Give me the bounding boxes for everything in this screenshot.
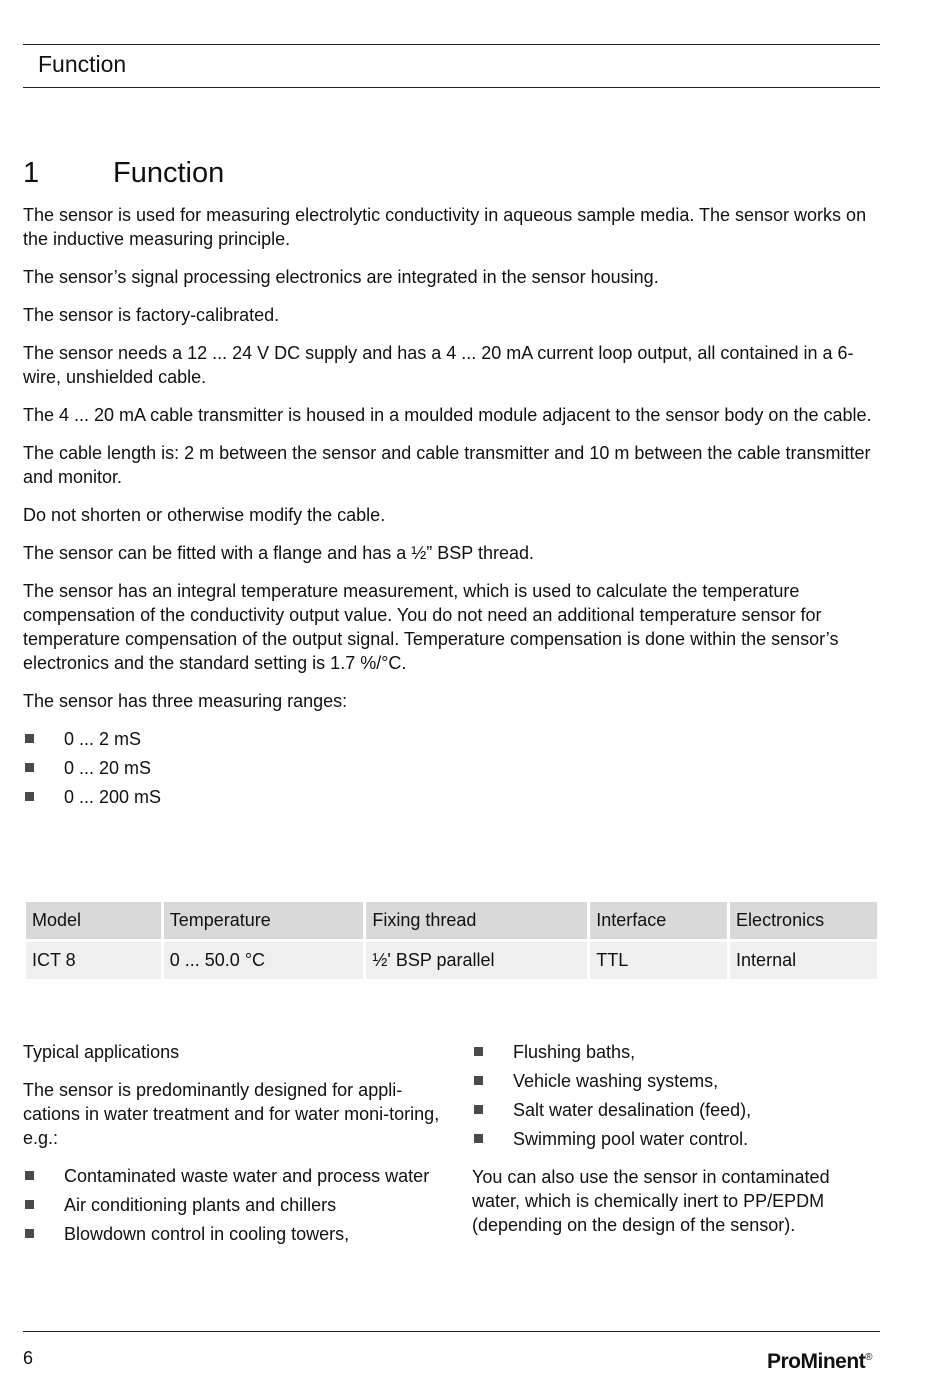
table-cell: TTL	[590, 942, 727, 979]
applications-intro: The sensor is predominantly designed for appli-cations in water treatment and for water moni-toring, e.g.:	[23, 1080, 440, 1148]
list-item: Blowdown control in cooling towers,	[23, 1222, 443, 1246]
list-item: Swimming pool water control.	[472, 1127, 882, 1151]
paragraph: The sensor can be fitted with a flange and has a ½” BSP thread.	[23, 543, 534, 563]
square-bullet-icon	[25, 734, 34, 743]
paragraph: The sensor is factory-calibrated.	[23, 305, 280, 325]
applications-list-left	[23, 1164, 443, 1246]
footer-rule	[23, 1331, 880, 1332]
applications-left-column	[23, 1040, 443, 1251]
square-bullet-icon	[25, 792, 34, 801]
square-bullet-icon	[474, 1047, 483, 1056]
list-item: Vehicle washing systems,	[472, 1069, 882, 1093]
paragraph: The sensor’s signal processing electronics are integrated in the sensor housing.	[23, 267, 659, 287]
square-bullet-icon	[474, 1105, 483, 1114]
list-item: Air conditioning plants and chillers	[23, 1193, 443, 1217]
running-header-title: Function	[38, 51, 127, 77]
paragraph: The cable length is: 2 m between the sensor and cable transmitter and 10 m between the cable transmitter and monitor.	[23, 443, 871, 487]
applications-right-column	[472, 1040, 882, 1251]
table-header-cell: Fixing thread	[366, 902, 587, 939]
square-bullet-icon	[474, 1076, 483, 1085]
square-bullet-icon	[25, 1200, 34, 1209]
table-row	[26, 942, 877, 979]
table-header-cell: Model	[26, 902, 161, 939]
applications-heading: Typical applications	[23, 1042, 180, 1062]
paragraph: The sensor has three measuring ranges:	[23, 691, 348, 711]
list-item: 0 ... 2 mS	[23, 727, 883, 751]
square-bullet-icon	[25, 1171, 34, 1180]
list-item: 0 ... 200 mS	[23, 785, 883, 809]
chapter-title: Function	[113, 157, 225, 189]
paragraph: Do not shorten or otherwise modify the cable.	[23, 505, 386, 525]
applications-list-right	[472, 1040, 882, 1151]
table-cell: ½' BSP parallel	[366, 942, 587, 979]
spec-table	[23, 899, 880, 982]
paragraph: The sensor is used for measuring electrolytic conductivity in aqueous sample media. The sensor works on the inductive measuring principle.	[23, 205, 867, 249]
paragraph: The 4 ... 20 mA cable transmitter is housed in a moulded module adjacent to the sensor body on the cable.	[23, 405, 872, 425]
paragraph: The sensor has an integral temperature measurement, which is used to calculate the temperature compensation of the conductivity output value. You do not need an additional temperature sensor for temperature compensation of the output signal. Temperature compensation is done within the sensor’s electronics and the standard setting is 1.7 %/°C.	[23, 581, 839, 673]
header-top-rule	[23, 44, 880, 45]
body-text	[23, 203, 883, 814]
table-cell: ICT 8	[26, 942, 161, 979]
chapter-number: 1	[23, 157, 40, 189]
table-cell: Internal	[730, 942, 877, 979]
list-item: Salt water desalination (feed),	[472, 1098, 882, 1122]
header-bottom-rule	[23, 87, 880, 88]
square-bullet-icon	[25, 763, 34, 772]
paragraph: The sensor needs a 12 ... 24 V DC supply and has a 4 ... 20 mA current loop output, all contained in a 6-wire, unshielded cable.	[23, 343, 854, 387]
page-number: 6	[23, 1348, 34, 1368]
list-item: Flushing baths,	[472, 1040, 882, 1064]
measuring-ranges-list	[23, 727, 883, 809]
table-cell: 0 ... 50.0 °C	[164, 942, 364, 979]
table-header-row	[26, 902, 877, 939]
list-item: Contaminated waste water and process water	[23, 1164, 443, 1188]
table-header-cell: Interface	[590, 902, 727, 939]
table-header-cell: Electronics	[730, 902, 877, 939]
chapter-heading	[23, 155, 224, 191]
list-item: 0 ... 20 mS	[23, 756, 883, 780]
square-bullet-icon	[25, 1229, 34, 1238]
applications-closing: You can also use the sensor in contaminated water, which is chemically inert to PP/EPDM (depending on the design of the sensor).	[472, 1167, 830, 1235]
square-bullet-icon	[474, 1134, 483, 1143]
prominent-logo: ProMinent®	[767, 1350, 873, 1373]
table-header-cell: Temperature	[164, 902, 364, 939]
